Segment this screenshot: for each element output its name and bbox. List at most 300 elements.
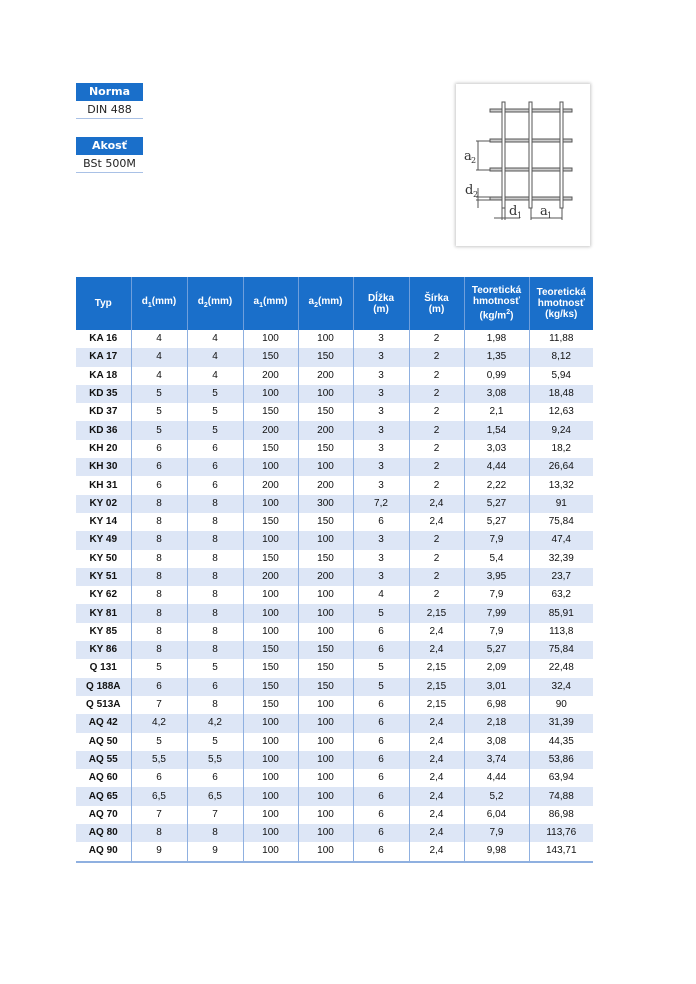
cell-sirka: 2,4 — [409, 806, 464, 824]
cell-a2: 100 — [298, 824, 353, 842]
cell-typ: KY 86 — [76, 641, 131, 659]
cell-weight-m2: 1,98 — [464, 330, 529, 348]
cell-weight-m2: 0,99 — [464, 367, 529, 385]
cell-a2: 100 — [298, 586, 353, 604]
header-weight-per-m2: Teoretická hmotnosť $(kg/m^2)$ — [464, 277, 529, 330]
cell-weight-m2: 3,74 — [464, 751, 529, 769]
header-d2: $d_2(mm)$ — [187, 277, 243, 330]
cell-d1: 5 — [131, 733, 187, 751]
table-row — [76, 513, 593, 531]
cell-a2: 150 — [298, 641, 353, 659]
cell-typ: AQ 60 — [76, 769, 131, 787]
cell-typ: AQ 70 — [76, 806, 131, 824]
cell-typ: KA 17 — [76, 348, 131, 366]
cell-d1: 5,5 — [131, 751, 187, 769]
table-row — [76, 641, 593, 659]
cell-weight-ks: 8,12 — [529, 348, 593, 366]
cell-weight-m2: 7,9 — [464, 623, 529, 641]
cell-weight-ks: 85,91 — [529, 604, 593, 622]
cell-dlzka: 3 — [353, 385, 409, 403]
table-row — [76, 604, 593, 622]
cell-a2: 100 — [298, 842, 353, 861]
cell-weight-ks: 90 — [529, 696, 593, 714]
cell-d2: 5,5 — [187, 751, 243, 769]
cell-weight-ks: 11,88 — [529, 330, 593, 348]
cell-weight-m2: 1,54 — [464, 421, 529, 439]
cell-a2: 150 — [298, 440, 353, 458]
cell-d1: 8 — [131, 641, 187, 659]
cell-a2: 150 — [298, 513, 353, 531]
table-row — [76, 659, 593, 677]
cell-weight-m2: 5,2 — [464, 787, 529, 805]
cell-a2: 100 — [298, 385, 353, 403]
cell-sirka: 2 — [409, 458, 464, 476]
cell-weight-ks: 32,4 — [529, 678, 593, 696]
cell-a2: 300 — [298, 495, 353, 513]
cell-weight-ks: 75,84 — [529, 513, 593, 531]
cell-typ: AQ 90 — [76, 842, 131, 861]
header-d1: $d_1(mm)$ — [131, 277, 187, 330]
cell-typ: AQ 42 — [76, 714, 131, 732]
cell-d1: 8 — [131, 824, 187, 842]
cell-d2: 8 — [187, 495, 243, 513]
cell-dlzka: 6 — [353, 696, 409, 714]
table-row — [76, 806, 593, 824]
cell-d2: 8 — [187, 604, 243, 622]
cell-weight-ks: 32,39 — [529, 550, 593, 568]
svg-text:a: a — [540, 204, 548, 219]
cell-a2: 100 — [298, 458, 353, 476]
cell-sirka: 2,4 — [409, 769, 464, 787]
cell-weight-m2: 3,08 — [464, 733, 529, 751]
cell-dlzka: 6 — [353, 787, 409, 805]
table-row — [76, 824, 593, 842]
cell-typ: KY 81 — [76, 604, 131, 622]
cell-weight-ks: 74,88 — [529, 787, 593, 805]
cell-a1: 100 — [243, 806, 298, 824]
table-row — [76, 403, 593, 421]
cell-a1: 150 — [243, 641, 298, 659]
cell-weight-ks: 113,76 — [529, 824, 593, 842]
cell-a1: 100 — [243, 733, 298, 751]
cell-d2: 8 — [187, 550, 243, 568]
cell-dlzka: 3 — [353, 531, 409, 549]
mesh-diagram-icon — [456, 84, 590, 246]
table-row — [76, 495, 593, 513]
cell-sirka: 2,4 — [409, 495, 464, 513]
header-typ: Typ — [76, 277, 131, 330]
cell-weight-m2: 2,09 — [464, 659, 529, 677]
cell-weight-m2: 7,99 — [464, 604, 529, 622]
cell-a2: 100 — [298, 806, 353, 824]
table-row — [76, 714, 593, 732]
cell-sirka: 2,15 — [409, 659, 464, 677]
cell-d2: 8 — [187, 513, 243, 531]
cell-a1: 100 — [243, 751, 298, 769]
cell-weight-ks: 63,94 — [529, 769, 593, 787]
cell-d1: 8 — [131, 513, 187, 531]
cell-d2: 7 — [187, 806, 243, 824]
cell-d2: 4 — [187, 348, 243, 366]
cell-a2: 100 — [298, 769, 353, 787]
cell-a1: 150 — [243, 513, 298, 531]
cell-a2: 150 — [298, 403, 353, 421]
norma-block — [76, 83, 143, 119]
cell-d2: 5 — [187, 659, 243, 677]
svg-text:1: 1 — [547, 211, 553, 220]
table-row — [76, 842, 593, 861]
cell-weight-m2: 9,98 — [464, 842, 529, 861]
cell-weight-ks: 26,64 — [529, 458, 593, 476]
cell-dlzka: 6 — [353, 513, 409, 531]
cell-a1: 150 — [243, 403, 298, 421]
cell-d1: 4 — [131, 330, 187, 348]
cell-dlzka: 6 — [353, 714, 409, 732]
cell-d2: 6 — [187, 476, 243, 494]
cell-d2: 8 — [187, 531, 243, 549]
cell-typ: KY 14 — [76, 513, 131, 531]
table-row — [76, 733, 593, 751]
cell-a1: 150 — [243, 550, 298, 568]
cell-d2: 6 — [187, 769, 243, 787]
cell-d1: 7 — [131, 696, 187, 714]
cell-a1: 100 — [243, 385, 298, 403]
table-row — [76, 696, 593, 714]
cell-typ: KD 37 — [76, 403, 131, 421]
cell-dlzka: 5 — [353, 604, 409, 622]
cell-a2: 200 — [298, 568, 353, 586]
cell-a1: 150 — [243, 678, 298, 696]
cell-dlzka: 5 — [353, 659, 409, 677]
norma-label: Norma — [76, 83, 143, 101]
cell-d2: 8 — [187, 586, 243, 604]
cell-a2: 100 — [298, 787, 353, 805]
cell-a2: 100 — [298, 696, 353, 714]
cell-weight-m2: 2,22 — [464, 476, 529, 494]
norma-value: DIN 488 — [76, 101, 143, 119]
cell-d2: 6 — [187, 440, 243, 458]
header-a2: $a_2(mm)$ — [298, 277, 353, 330]
cell-weight-ks: 18,2 — [529, 440, 593, 458]
cell-dlzka: 6 — [353, 623, 409, 641]
cell-weight-ks: 75,84 — [529, 641, 593, 659]
cell-a1: 100 — [243, 495, 298, 513]
cell-d1: 5 — [131, 659, 187, 677]
cell-a2: 100 — [298, 714, 353, 732]
table-row — [76, 330, 593, 348]
cell-typ: KD 35 — [76, 385, 131, 403]
cell-sirka: 2,4 — [409, 714, 464, 732]
cell-d2: 8 — [187, 623, 243, 641]
cell-weight-ks: 63,2 — [529, 586, 593, 604]
cell-d2: 8 — [187, 696, 243, 714]
svg-text:a: a — [464, 149, 472, 164]
header-a1: $a_1(mm)$ — [243, 277, 298, 330]
table-row — [76, 787, 593, 805]
cell-weight-ks: 86,98 — [529, 806, 593, 824]
cell-a1: 150 — [243, 696, 298, 714]
cell-d2: 6,5 — [187, 787, 243, 805]
mesh-diagram — [456, 84, 590, 246]
header-dlzka: Dĺžka (m) — [353, 277, 409, 330]
cell-weight-m2: 5,27 — [464, 641, 529, 659]
cell-typ: Q 188A — [76, 678, 131, 696]
cell-typ: KA 16 — [76, 330, 131, 348]
cell-weight-m2: 4,44 — [464, 769, 529, 787]
cell-dlzka: 3 — [353, 458, 409, 476]
cell-dlzka: 3 — [353, 403, 409, 421]
cell-sirka: 2 — [409, 385, 464, 403]
cell-a2: 200 — [298, 421, 353, 439]
cell-dlzka: 6 — [353, 641, 409, 659]
cell-d1: 8 — [131, 604, 187, 622]
cell-weight-m2: 2,18 — [464, 714, 529, 732]
header-weight-per-piece: Teoretická hmotnosť (kg/ks) — [529, 277, 593, 330]
cell-typ: KY 02 — [76, 495, 131, 513]
cell-weight-ks: 18,48 — [529, 385, 593, 403]
cell-a2: 150 — [298, 550, 353, 568]
cell-dlzka: 3 — [353, 330, 409, 348]
cell-sirka: 2,15 — [409, 678, 464, 696]
cell-sirka: 2 — [409, 348, 464, 366]
cell-d1: 6 — [131, 678, 187, 696]
cell-d1: 6 — [131, 476, 187, 494]
cell-a2: 100 — [298, 330, 353, 348]
cell-d2: 4,2 — [187, 714, 243, 732]
cell-a1: 200 — [243, 476, 298, 494]
cell-weight-m2: 1,35 — [464, 348, 529, 366]
cell-d1: 8 — [131, 623, 187, 641]
cell-d1: 6 — [131, 458, 187, 476]
cell-weight-m2: 4,44 — [464, 458, 529, 476]
cell-dlzka: 6 — [353, 806, 409, 824]
svg-text:d: d — [465, 183, 474, 198]
cell-weight-ks: 113,8 — [529, 623, 593, 641]
cell-typ: KD 36 — [76, 421, 131, 439]
cell-sirka: 2 — [409, 476, 464, 494]
cell-weight-m2: 6,04 — [464, 806, 529, 824]
cell-dlzka: 5 — [353, 678, 409, 696]
table-row — [76, 385, 593, 403]
table-row — [76, 550, 593, 568]
cell-sirka: 2,4 — [409, 623, 464, 641]
cell-weight-m2: 3,95 — [464, 568, 529, 586]
akost-label: Akosť — [76, 137, 143, 155]
table-header-row — [76, 277, 593, 330]
table-row — [76, 678, 593, 696]
table-row — [76, 623, 593, 641]
cell-a1: 100 — [243, 586, 298, 604]
cell-typ: KY 85 — [76, 623, 131, 641]
cell-weight-m2: 7,9 — [464, 824, 529, 842]
cell-a2: 100 — [298, 531, 353, 549]
cell-d2: 5 — [187, 733, 243, 751]
cell-weight-m2: 3,03 — [464, 440, 529, 458]
cell-sirka: 2,4 — [409, 751, 464, 769]
cell-a2: 100 — [298, 733, 353, 751]
cell-weight-m2: 7,9 — [464, 531, 529, 549]
cell-typ: AQ 65 — [76, 787, 131, 805]
cell-weight-m2: 5,27 — [464, 513, 529, 531]
cell-weight-ks: 91 — [529, 495, 593, 513]
cell-d1: 5 — [131, 421, 187, 439]
cell-d1: 6 — [131, 769, 187, 787]
cell-d1: 4 — [131, 367, 187, 385]
cell-a1: 200 — [243, 568, 298, 586]
mesh-spec-table — [76, 277, 593, 863]
cell-d1: 8 — [131, 586, 187, 604]
table-row — [76, 440, 593, 458]
cell-sirka: 2,4 — [409, 733, 464, 751]
cell-sirka: 2 — [409, 367, 464, 385]
cell-d1: 6,5 — [131, 787, 187, 805]
cell-a2: 100 — [298, 751, 353, 769]
cell-d1: 8 — [131, 495, 187, 513]
cell-sirka: 2 — [409, 421, 464, 439]
table-row — [76, 769, 593, 787]
cell-weight-ks: 143,71 — [529, 842, 593, 861]
cell-weight-m2: 5,4 — [464, 550, 529, 568]
cell-a1: 100 — [243, 458, 298, 476]
cell-weight-ks: 53,86 — [529, 751, 593, 769]
svg-text:d: d — [509, 204, 518, 219]
cell-d1: 5 — [131, 403, 187, 421]
cell-dlzka: 4 — [353, 586, 409, 604]
cell-a2: 200 — [298, 367, 353, 385]
cell-typ: Q 131 — [76, 659, 131, 677]
cell-a1: 100 — [243, 623, 298, 641]
cell-weight-m2: 6,98 — [464, 696, 529, 714]
cell-a2: 200 — [298, 476, 353, 494]
table-row — [76, 586, 593, 604]
cell-weight-ks: 31,39 — [529, 714, 593, 732]
cell-d1: 9 — [131, 842, 187, 861]
cell-d1: 4 — [131, 348, 187, 366]
cell-d1: 5 — [131, 385, 187, 403]
table-row — [76, 348, 593, 366]
cell-d2: 5 — [187, 421, 243, 439]
cell-weight-ks: 13,32 — [529, 476, 593, 494]
cell-weight-ks: 5,94 — [529, 367, 593, 385]
cell-d2: 4 — [187, 330, 243, 348]
cell-sirka: 2,15 — [409, 696, 464, 714]
cell-typ: AQ 55 — [76, 751, 131, 769]
cell-sirka: 2,4 — [409, 842, 464, 861]
cell-typ: KH 30 — [76, 458, 131, 476]
cell-dlzka: 3 — [353, 348, 409, 366]
cell-sirka: 2,4 — [409, 641, 464, 659]
cell-a2: 150 — [298, 659, 353, 677]
cell-d2: 5 — [187, 385, 243, 403]
cell-a1: 100 — [243, 604, 298, 622]
cell-sirka: 2,4 — [409, 824, 464, 842]
cell-sirka: 2,4 — [409, 787, 464, 805]
cell-weight-ks: 12,63 — [529, 403, 593, 421]
cell-a1: 150 — [243, 659, 298, 677]
table-row — [76, 367, 593, 385]
table-row — [76, 421, 593, 439]
cell-a1: 100 — [243, 769, 298, 787]
cell-typ: KH 20 — [76, 440, 131, 458]
cell-typ: AQ 80 — [76, 824, 131, 842]
cell-d2: 5 — [187, 403, 243, 421]
cell-a1: 100 — [243, 531, 298, 549]
table-row — [76, 568, 593, 586]
cell-d2: 4 — [187, 367, 243, 385]
cell-dlzka: 3 — [353, 440, 409, 458]
cell-d1: 6 — [131, 440, 187, 458]
cell-sirka: 2 — [409, 568, 464, 586]
cell-sirka: 2 — [409, 531, 464, 549]
cell-dlzka: 6 — [353, 842, 409, 861]
akost-value: BSt 500M — [76, 155, 143, 173]
cell-d2: 9 — [187, 842, 243, 861]
cell-dlzka: 6 — [353, 824, 409, 842]
cell-d2: 8 — [187, 641, 243, 659]
cell-weight-m2: 7,9 — [464, 586, 529, 604]
cell-dlzka: 6 — [353, 769, 409, 787]
table-row — [76, 531, 593, 549]
cell-d2: 8 — [187, 568, 243, 586]
cell-a1: 150 — [243, 440, 298, 458]
svg-text:1: 1 — [517, 211, 523, 220]
cell-a1: 100 — [243, 787, 298, 805]
header-sirka: Šírka (m) — [409, 277, 464, 330]
table-row — [76, 751, 593, 769]
cell-weight-m2: 2,1 — [464, 403, 529, 421]
cell-dlzka: 3 — [353, 367, 409, 385]
cell-weight-ks: 23,7 — [529, 568, 593, 586]
cell-typ: KH 31 — [76, 476, 131, 494]
cell-d1: 8 — [131, 550, 187, 568]
cell-sirka: 2 — [409, 550, 464, 568]
cell-d1: 8 — [131, 568, 187, 586]
table-row — [76, 476, 593, 494]
cell-d2: 6 — [187, 458, 243, 476]
cell-a1: 200 — [243, 367, 298, 385]
cell-weight-m2: 3,01 — [464, 678, 529, 696]
cell-typ: KY 49 — [76, 531, 131, 549]
cell-sirka: 2 — [409, 440, 464, 458]
cell-dlzka: 7,2 — [353, 495, 409, 513]
cell-sirka: 2 — [409, 586, 464, 604]
cell-dlzka: 3 — [353, 476, 409, 494]
cell-weight-ks: 44,35 — [529, 733, 593, 751]
cell-a1: 100 — [243, 842, 298, 861]
svg-text:2: 2 — [471, 156, 477, 165]
cell-a2: 100 — [298, 604, 353, 622]
cell-a1: 100 — [243, 824, 298, 842]
cell-weight-ks: 47,4 — [529, 531, 593, 549]
cell-typ: KY 62 — [76, 586, 131, 604]
cell-dlzka: 6 — [353, 733, 409, 751]
cell-sirka: 2 — [409, 403, 464, 421]
cell-a2: 150 — [298, 678, 353, 696]
cell-typ: AQ 50 — [76, 733, 131, 751]
cell-d2: 8 — [187, 824, 243, 842]
cell-d1: 4,2 — [131, 714, 187, 732]
cell-sirka: 2,4 — [409, 513, 464, 531]
cell-weight-m2: 5,27 — [464, 495, 529, 513]
cell-typ: KY 51 — [76, 568, 131, 586]
cell-dlzka: 3 — [353, 568, 409, 586]
cell-sirka: 2 — [409, 330, 464, 348]
cell-a1: 100 — [243, 714, 298, 732]
cell-weight-ks: 22,48 — [529, 659, 593, 677]
cell-typ: KY 50 — [76, 550, 131, 568]
cell-a1: 200 — [243, 421, 298, 439]
cell-typ: KA 18 — [76, 367, 131, 385]
